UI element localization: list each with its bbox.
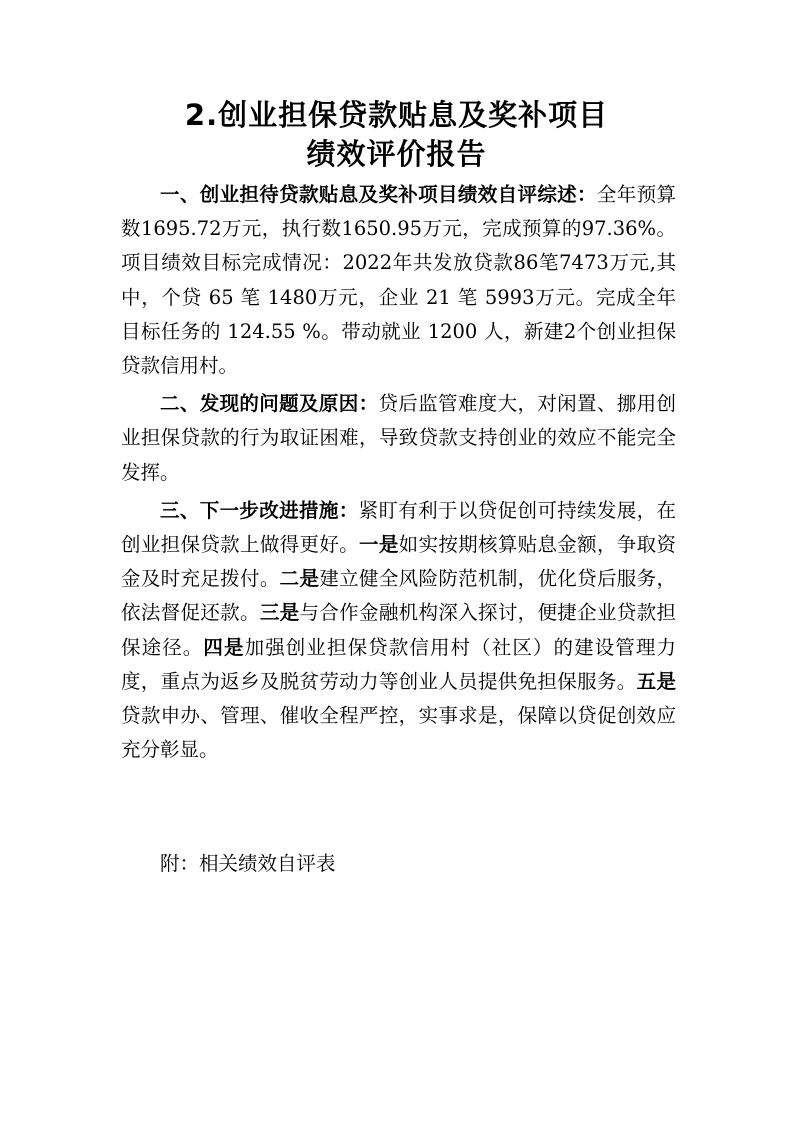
measure-1-label: 一是	[358, 533, 399, 557]
measure-2-label: 二是	[279, 567, 320, 591]
section-problems-text: 贷后监管难度大，对闲置、挪用创业担保贷款的行为取证困难，导致贷款支持创业的效应不能完全发挥。	[121, 392, 676, 484]
measure-4-label: 四是	[203, 635, 245, 659]
section-measures-heading: 三、下一步改进措施：	[160, 498, 359, 522]
measure-4-text: 加强创业担保贷款信用村（社区）的建设管理力度，重点为返乡及脱贫劳动力等创业人员提供免担保服务。	[121, 635, 676, 693]
measure-5-label: 五是	[636, 669, 676, 693]
attachment-note: 附：相关绩效自评表	[160, 852, 336, 875]
report-title-line-1: 2.创业担保贷款贴息及奖补项目	[184, 98, 609, 132]
report-body	[121, 178, 676, 767]
section-overview-heading: 一、创业担待贷款贴息及奖补项目绩效自评综述：	[160, 183, 597, 206]
section-measures-intro: 紧盯有利于以贷促创可持续发展，在创业担保贷款上做得更好。	[121, 498, 676, 557]
section-problems	[121, 387, 676, 490]
section-overview	[121, 178, 676, 383]
measure-1-text: 如实按期核算贴息金额，争取资金及时充足拨付。	[121, 533, 676, 591]
report-title-line-2: 绩效评价报告	[306, 137, 487, 171]
section-problems-heading: 二、发现的问题及原因：	[160, 392, 379, 416]
measure-5-text: 贷款申办、管理、催收全程严控，实事求是，保障以贷促创效应充分彰显。	[121, 704, 676, 762]
measure-3-text: 与合作金融机构深入探讨，便捷企业贷款担保途径。	[121, 601, 676, 659]
section-overview-text: 全年预算数1695.72万元，执行数1650.95万元，完成预算的97.36%。项目绩效目标完成情况：2022年共发放贷款86笔7473万元,其中，个贷 65 笔 1480万元，企业 21 笔 5993万元。完成全年目标任务的 124.55 %。带动就业 1200 人，新建2个创业担保贷款信用村。	[121, 183, 676, 378]
measure-3-label: 三是	[259, 601, 300, 625]
section-measures	[121, 494, 676, 768]
measure-2-text: 建立健全风险防范机制，优化贷后服务，依法督促还款。	[121, 567, 676, 625]
